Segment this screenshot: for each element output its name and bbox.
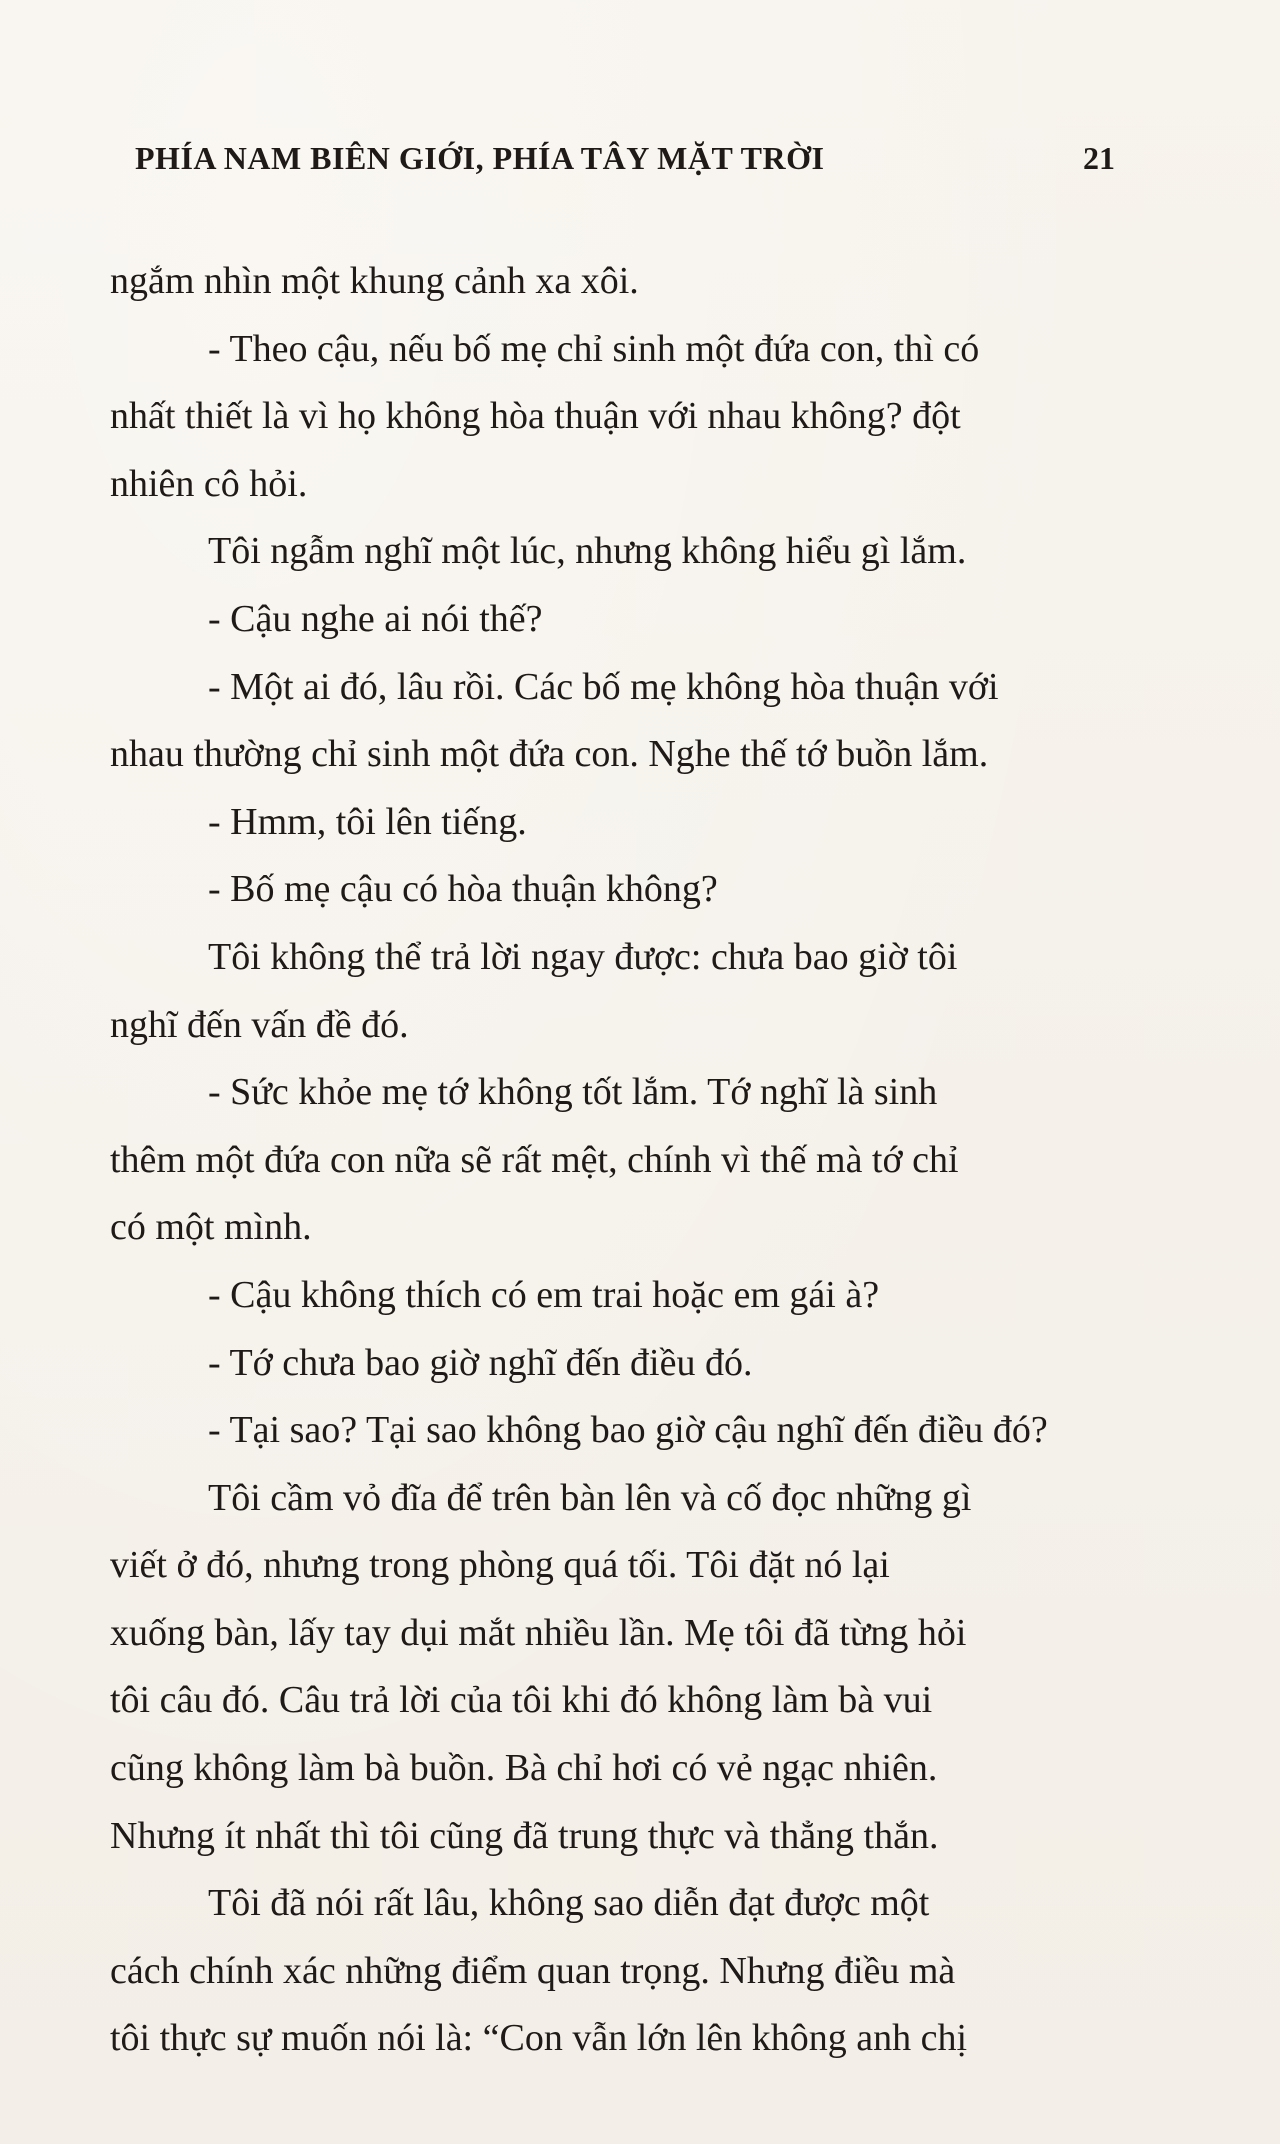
text-line: cách chính xác những điểm quan trọng. Nhưng điều mà [110,1949,956,1992]
text-line: thêm một đứa con nữa sẽ rất mệt, chính vì thế mà tớ chỉ [110,1138,959,1181]
text-line: - Tớ chưa bao giờ nghĩ đến điều đó. [208,1341,753,1384]
page-header [135,140,1115,200]
text-line: nghĩ đến vấn đề đó. [110,1003,409,1046]
text-line: tôi thực sự muốn nói là: “Con vẫn lớn lên không anh chị [110,2017,968,2060]
text-line: nhất thiết là vì họ không hòa thuận với nhau không? đột [110,395,961,438]
text-line: cũng không làm bà buồn. Bà chỉ hơi có vẻ ngạc nhiên. [110,1747,938,1790]
body-text [110,248,1120,2073]
text-line: - Bố mẹ cậu có hòa thuận không? [208,868,718,911]
text-line: Tôi cầm vỏ đĩa để trên bàn lên và cố đọc những gì [208,1476,972,1519]
text-line: tôi câu đó. Câu trả lời của tôi khi đó không làm bà vui [110,1679,933,1722]
running-title: PHÍA NAM BIÊN GIỚI, PHÍA TÂY MẶT TRỜI [135,140,825,176]
text-line: - Sức khỏe mẹ tớ không tốt lắm. Tớ nghĩ là sinh [208,1071,938,1114]
text-line: - Tại sao? Tại sao không bao giờ cậu nghĩ đến điều đó? [208,1409,1048,1452]
text-line: Tôi ngẫm nghĩ một lúc, nhưng không hiểu gì lắm. [208,530,967,573]
page-number: 21 [1083,140,1115,176]
text-line: Tôi đã nói rất lâu, không sao diễn đạt được một [208,1882,930,1925]
text-line: - Theo cậu, nếu bố mẹ chỉ sinh một đứa con, thì có [208,327,980,370]
text-line: Tôi không thể trả lời ngay được: chưa bao giờ tôi [208,935,958,978]
text-line: có một mình. [110,1206,312,1249]
text-line: xuống bàn, lấy tay dụi mắt nhiều lần. Mẹ tôi đã từng hỏi [110,1611,967,1654]
text-line: nhiên cô hỏi. [110,462,308,505]
text-line: Nhưng ít nhất thì tôi cũng đã trung thực và thẳng thắn. [110,1814,939,1857]
text-line: - Hmm, tôi lên tiếng. [208,800,527,843]
text-line: viết ở đó, nhưng trong phòng quá tối. Tôi đặt nó lại [110,1544,890,1587]
text-line: - Cậu không thích có em trai hoặc em gái à? [208,1273,880,1316]
text-line: - Cậu nghe ai nói thế? [208,597,543,640]
text-line: nhau thường chỉ sinh một đứa con. Nghe thế tớ buồn lắm. [110,733,989,776]
text-line: ngắm nhìn một khung cảnh xa xôi. [110,260,639,302]
text-line: - Một ai đó, lâu rồi. Các bố mẹ không hòa thuận với [208,665,999,708]
